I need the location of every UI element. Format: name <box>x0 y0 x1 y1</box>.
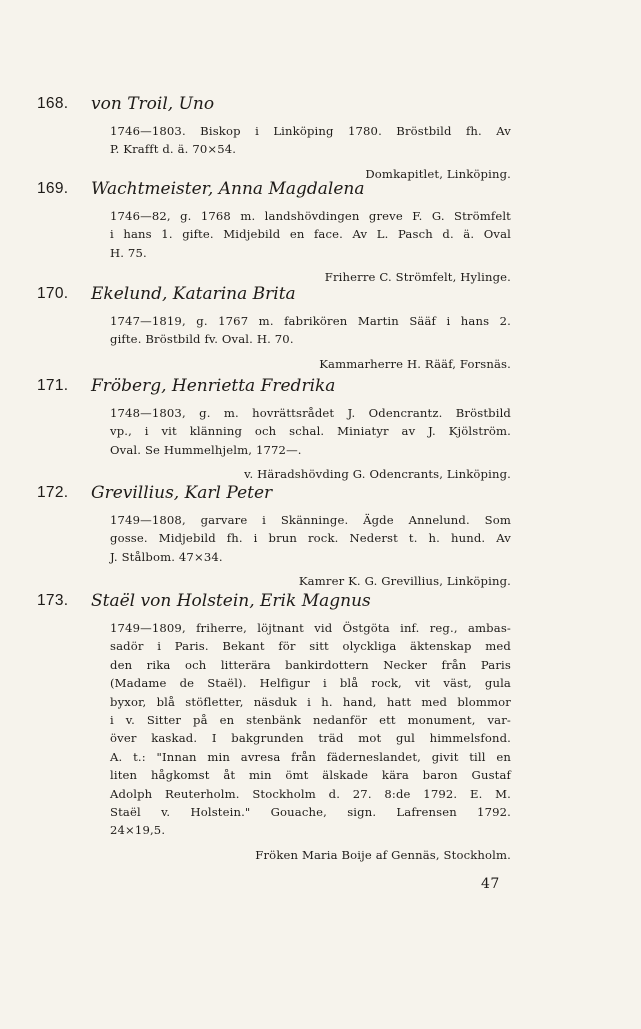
entry-description <box>110 511 511 590</box>
entry-description <box>110 122 511 183</box>
entry-169 <box>37 180 511 286</box>
description-line: H. 75. <box>110 245 147 260</box>
entry-description <box>110 312 511 373</box>
description-line: 1747—1819, g. 1767 m. fabrikören Martin Sääf i hans 2. <box>110 314 511 328</box>
entry-number: 173. <box>37 592 69 609</box>
entry-number: 168. <box>37 95 69 112</box>
description-line: Staël v. Holstein." Gouache, sign. Lafrensen 1792. <box>110 804 511 819</box>
description-line: vp., i vit klänning och schal. Miniatyr av J. Kjölström. <box>110 424 511 439</box>
description-line: 1749—1808, garvare i Skänninge. Ägde Annelund. Som <box>110 513 511 527</box>
description-line: J. Stålbom. 47×34. <box>110 549 223 564</box>
entry-168 <box>37 95 511 183</box>
entry-name: Wachtmeister, Anna Magdalena <box>91 179 365 199</box>
entry-heading <box>37 285 511 309</box>
description-line: 1746—82, g. 1768 m. landshövdingen greve F. G. Strömfelt <box>110 209 511 223</box>
entry-number: 171. <box>37 377 69 394</box>
entry-owner: Kammarherre H. Rääf, Forsnäs. <box>319 356 511 371</box>
description-line: 1749—1809, friherre, löjtnant vid Östgöta inf. reg., ambas- <box>110 621 511 635</box>
description-line: i v. Sitter på en stenbänk nedanför ett monument, var- <box>110 712 511 727</box>
description-line: sadör i Paris. Bekant för sitt olyckliga äktenskap med <box>110 639 511 654</box>
description-line: den rika och litterära bankirdottern Necker från Paris <box>110 657 511 672</box>
description-line: 1746—1803. Biskop i Linköping 1780. Bröstbild fh. Av <box>110 124 511 138</box>
entry-description <box>110 207 511 286</box>
entry-owner: Friherre C. Strömfelt, Hylinge. <box>324 270 511 285</box>
description-line: Oval. Se Hummelhjelm, 1772—. <box>110 442 302 457</box>
entry-172 <box>37 484 511 590</box>
description-line: 1748—1803, g. m. hovrättsrådet J. Odencrantz. Bröstbild <box>110 406 511 420</box>
description-line: gifte. Bröstbild fv. Oval. H. 70. <box>110 332 294 347</box>
entry-heading <box>37 592 511 616</box>
description-line: P. Krafft d. ä. 70×54. <box>110 142 237 157</box>
entry-description <box>110 619 511 864</box>
entry-number: 172. <box>37 484 69 501</box>
description-line: (Madame de Staël). Helfigur i blå rock, vit väst, gula <box>110 676 511 691</box>
entry-name: Ekelund, Katarina Brita <box>91 284 296 304</box>
entry-number: 170. <box>37 285 69 302</box>
entry-name: Fröberg, Henrietta Fredrika <box>91 376 336 396</box>
description-line: liten hågkomst åt min ömt älskade kära baron Gustaf <box>110 768 511 783</box>
description-line: i hans 1. gifte. Midjebild en face. Av L. Pasch d. ä. Oval <box>110 227 511 242</box>
entry-171 <box>37 377 511 483</box>
page-number: 47 <box>481 876 500 892</box>
entry-name: von Troil, Uno <box>91 94 215 114</box>
description-line: gosse. Midjebild fh. i brun rock. Nederst t. h. hund. Av <box>110 531 511 546</box>
entry-heading <box>37 95 511 119</box>
description-line: över kaskad. I bakgrunden träd mot gul himmelsfond. <box>110 731 511 746</box>
entry-owner: v. Häradshövding G. Odencrants, Linköping. <box>244 467 511 482</box>
description-line: byxor, blå stöfletter, näsduk i h. hand, hatt med blommor <box>110 694 511 709</box>
entry-name: Grevillius, Karl Peter <box>91 483 273 503</box>
entry-description <box>110 404 511 483</box>
entry-heading <box>37 377 511 401</box>
entry-owner: Kamrer K. G. Grevillius, Linköping. <box>298 574 511 589</box>
description-line: 24×19,5. <box>110 823 166 838</box>
description-line: A. t.: "Innan min avresa från fäderneslandet, givit till en <box>110 749 511 764</box>
entry-owner: Domkapitlet, Linköping. <box>365 166 511 181</box>
entry-name: Staël von Holstein, Erik Magnus <box>91 591 371 611</box>
entry-heading <box>37 180 511 204</box>
entry-owner: Fröken Maria Boije af Gennäs, Stockholm. <box>255 847 511 862</box>
entry-173 <box>37 592 511 864</box>
description-line: Adolph Reuterholm. Stockholm d. 27. 8:de 1792. E. M. <box>110 786 511 801</box>
entry-170 <box>37 285 511 373</box>
entry-number: 169. <box>37 180 69 197</box>
entry-heading <box>37 484 511 508</box>
